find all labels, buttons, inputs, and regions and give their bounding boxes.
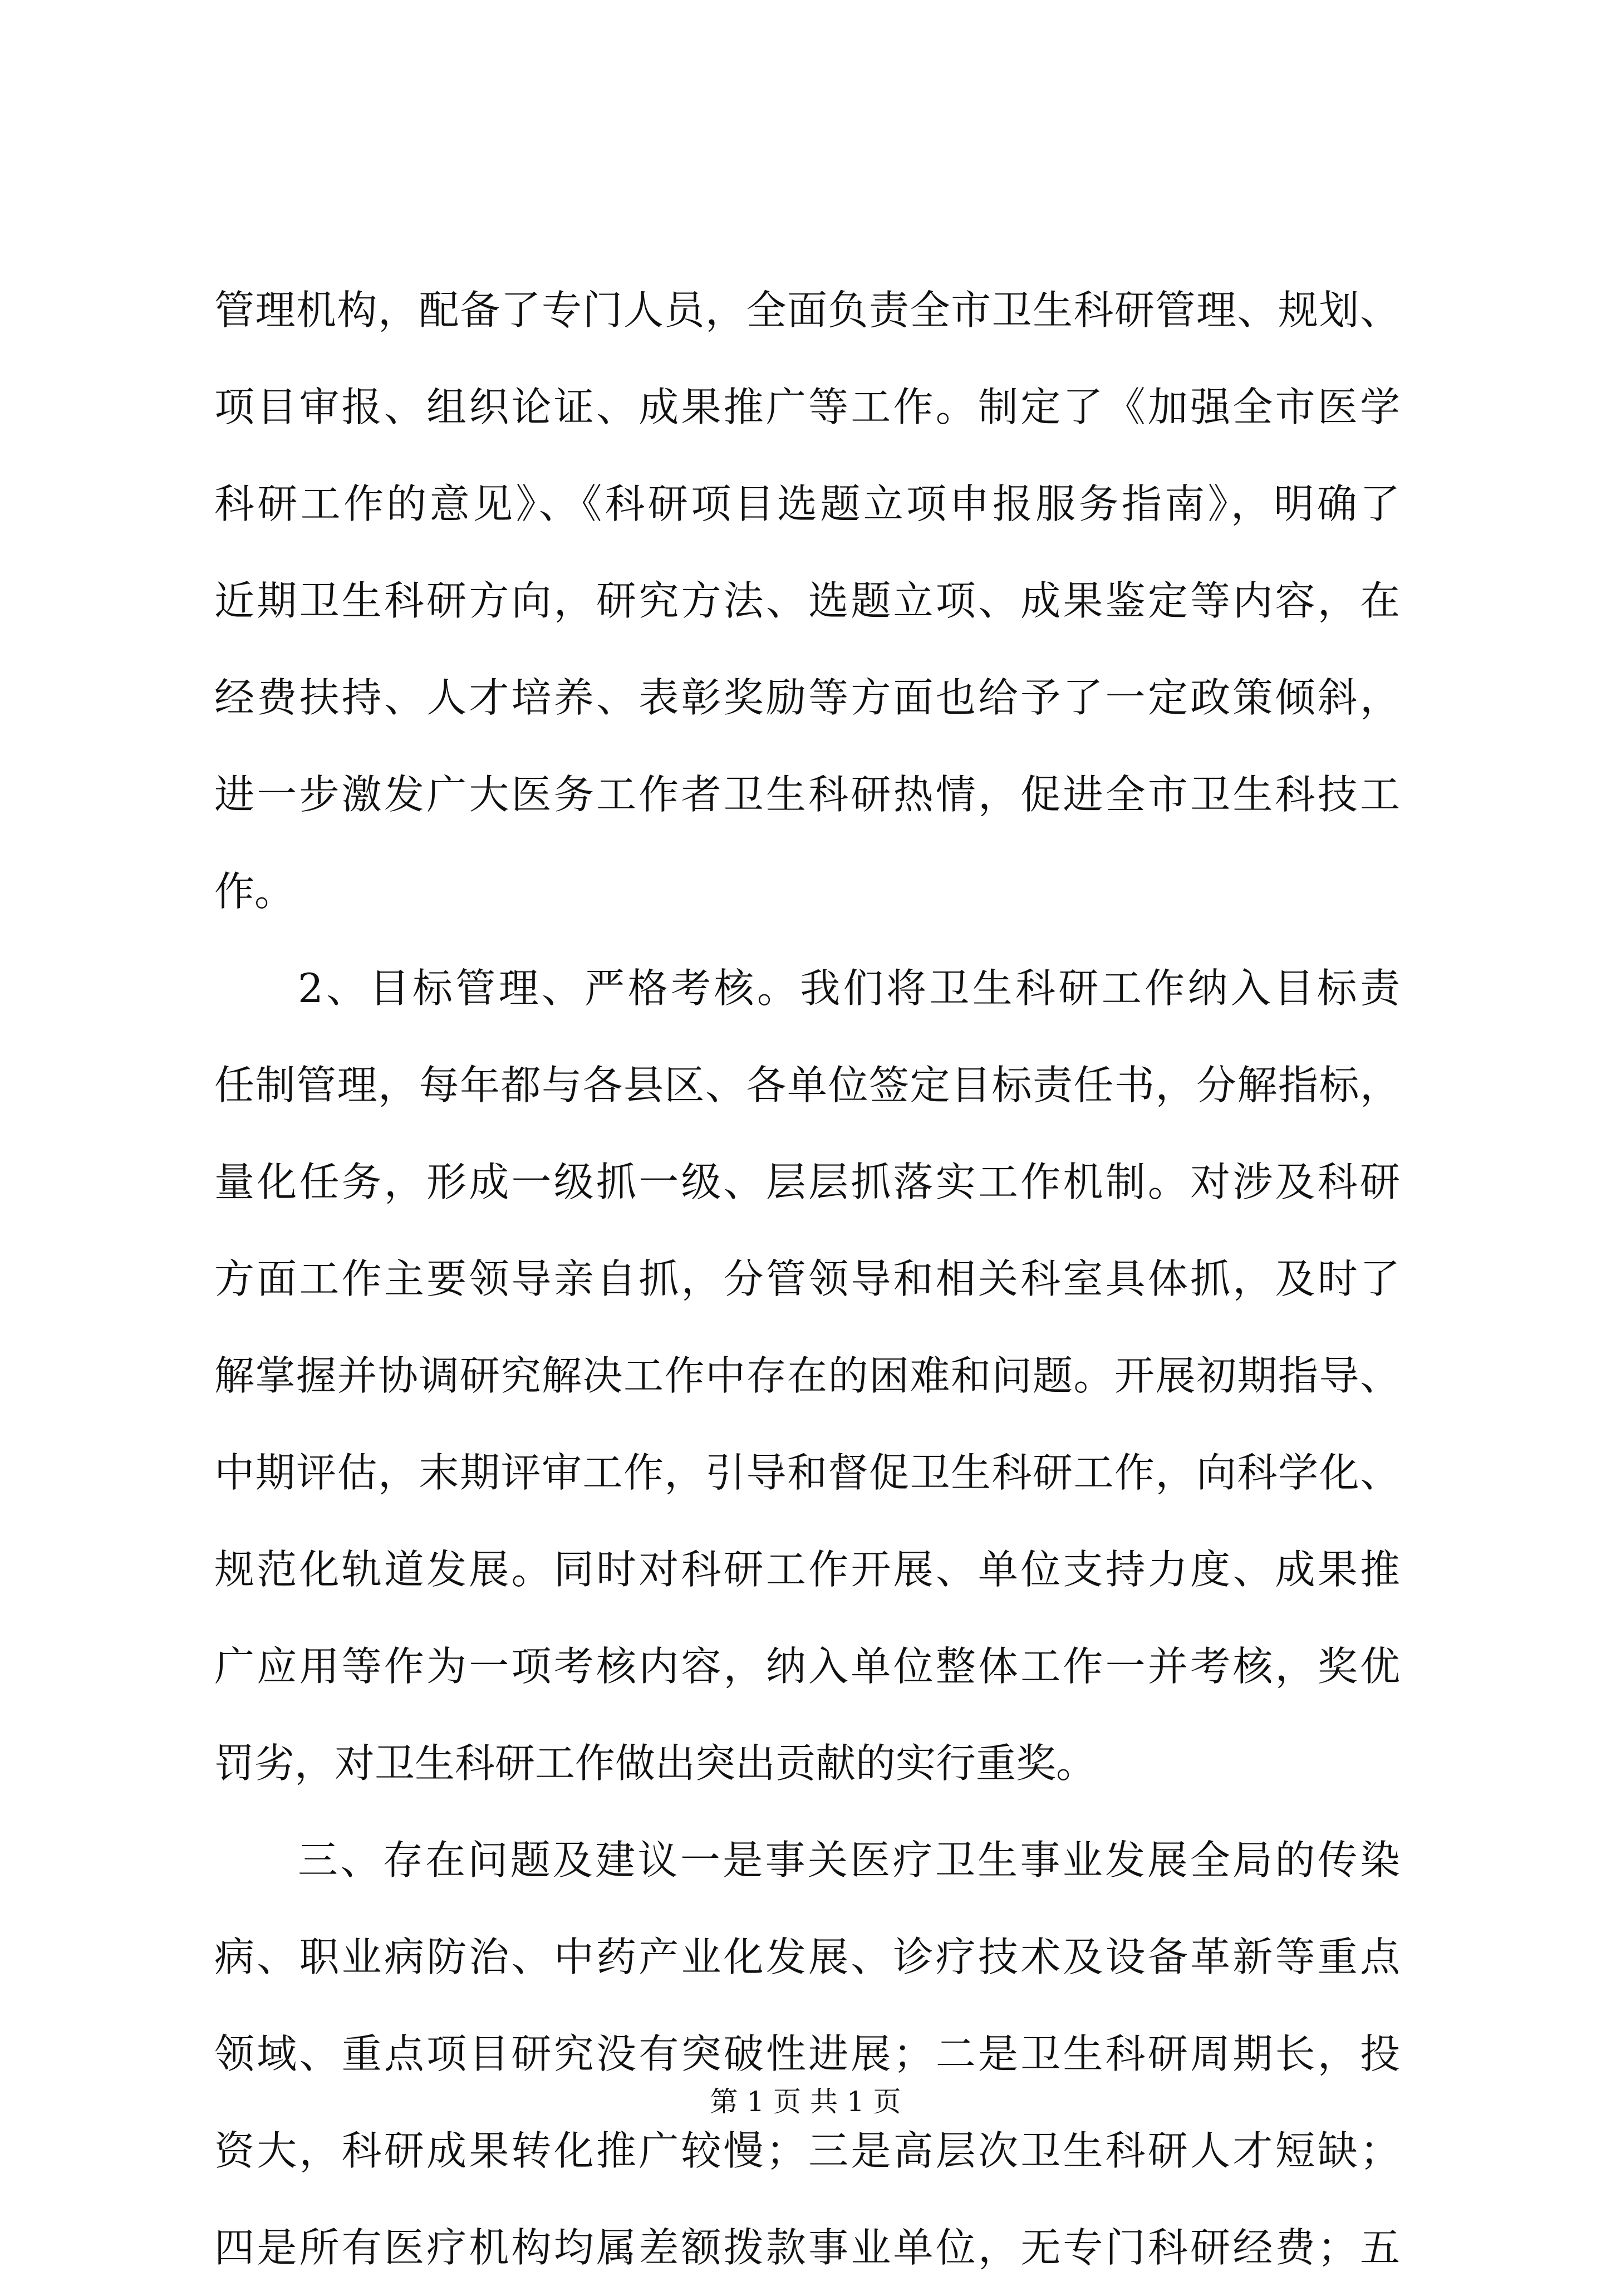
text-line: 广应用等作为一项考核内容，纳入单位整体工作一并考核，奖优 bbox=[214, 1643, 1400, 1690]
document-body bbox=[214, 262, 1400, 2296]
text-line: 四是所有医疗机构均属差额拨款事业单位，无专门科研经费；五 bbox=[214, 2224, 1400, 2271]
text-line: 经费扶持、人才培养、表彰奖励等方面也给予了一定政策倾斜， bbox=[214, 674, 1400, 721]
text-line: 解掌握并协调研究解决工作中存在的困难和问题。开展初期指导、 bbox=[214, 1352, 1400, 1399]
text-line: 作。 bbox=[214, 868, 295, 915]
text-line: 进一步激发广大医务工作者卫生科研热情，促进全市卫生科技工 bbox=[214, 771, 1400, 818]
text-line: 领域、重点项目研究没有突破性进展；二是卫生科研周期长，投 bbox=[214, 2030, 1400, 2077]
text-line: 罚劣，对卫生科研工作做出突出贡献的实行重奖。 bbox=[214, 1740, 1097, 1787]
text-line: 方面工作主要领导亲自抓，分管领导和相关科室具体抓，及时了 bbox=[214, 1255, 1400, 1302]
text-line: 管理机构，配备了专门人员，全面负责全市卫生科研管理、规划、 bbox=[214, 287, 1400, 333]
page-number-footer: 第 1 页 共 1 页 bbox=[710, 2086, 901, 2118]
text-line: 科研工作的意见》、《科研项目选题立项申报服务指南》，明确了 bbox=[214, 480, 1400, 527]
text-line: 近期卫生科研方向，研究方法、选题立项、成果鉴定等内容，在 bbox=[214, 577, 1400, 624]
text-line: 任制管理，每年都与各县区、各单位签定目标责任书，分解指标， bbox=[214, 1062, 1400, 1108]
text-line: 资大，科研成果转化推广较慢；三是高层次卫生科研人才短缺； bbox=[214, 2127, 1400, 2174]
paragraph-start-line: 2、目标管理、严格考核。我们将卫生科研工作纳入目标责 bbox=[298, 965, 1400, 1012]
text-line: 项目审报、组织论证、成果推广等工作。制定了《加强全市医学 bbox=[214, 384, 1400, 430]
text-line: 量化任务，形成一级抓一级、层层抓落实工作机制。对涉及科研 bbox=[214, 1159, 1400, 1205]
paragraph-start-line: 三、存在问题及建议一是事关医疗卫生事业发展全局的传染 bbox=[298, 1837, 1400, 1883]
text-line: 中期评估，末期评审工作，引导和督促卫生科研工作，向科学化、 bbox=[214, 1449, 1400, 1496]
text-line: 规范化轨道发展。同时对科研工作开展、单位支持力度、成果推 bbox=[214, 1546, 1400, 1593]
text-line: 病、职业病防治、中药产业化发展、诊疗技术及设备革新等重点 bbox=[214, 1934, 1400, 1980]
